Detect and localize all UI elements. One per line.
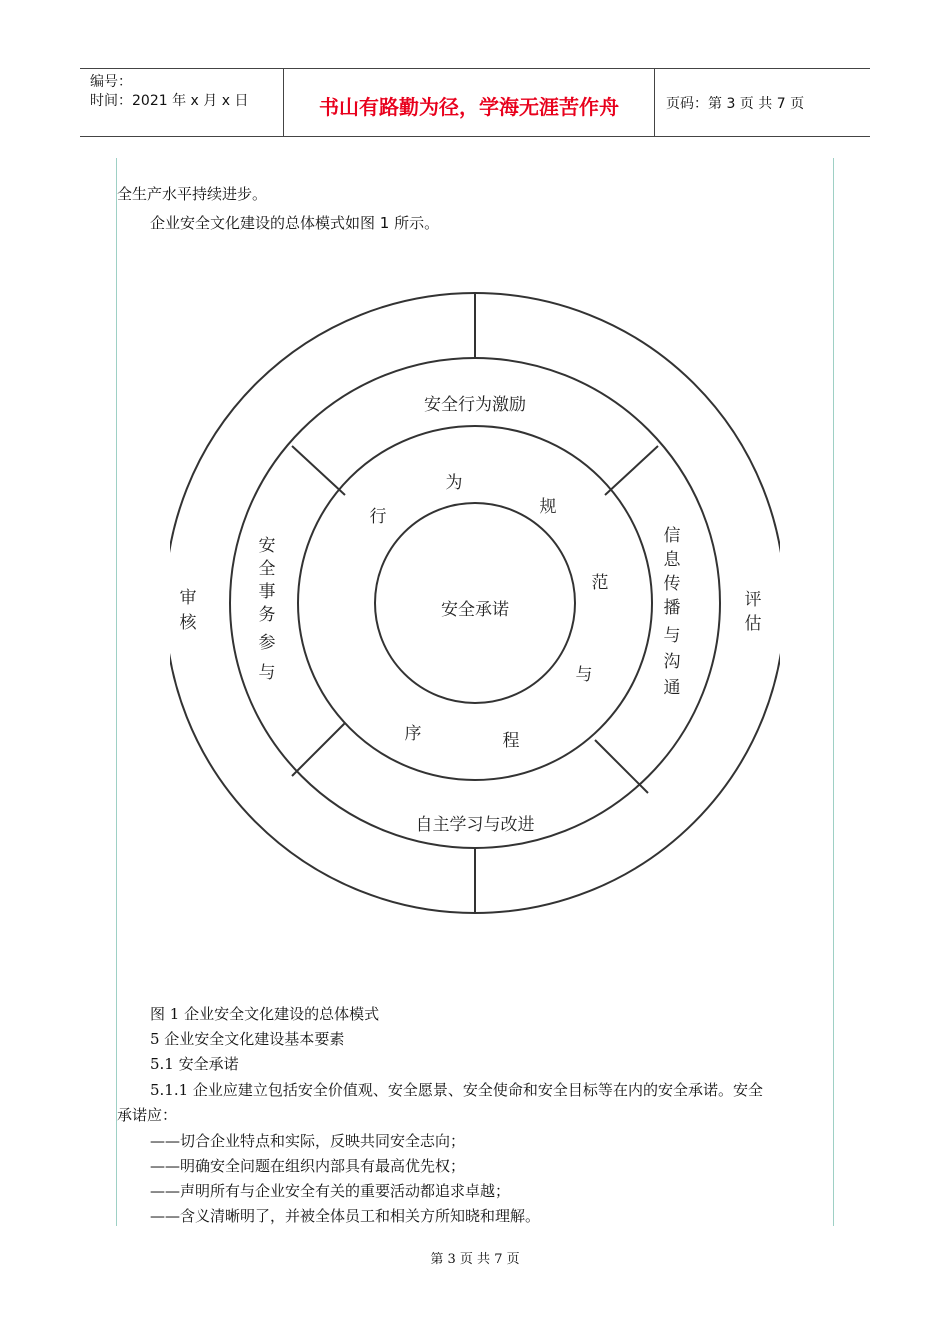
ring-char: 序 [404,724,422,744]
outer-left-char: 核 [179,613,197,633]
left-segment-char: 务 [258,605,276,625]
ring-divider [292,446,345,495]
page-footer: 第 3 页 共 7 页 [430,1252,520,1267]
right-segment-char: 与 [663,626,681,646]
outer-right-char: 估 [744,614,762,634]
right-segment-char: 播 [663,598,681,618]
ring-divider [292,723,345,776]
subsection-heading: 5.1 安全承诺 [150,1055,239,1073]
body-line: 企业安全文化建设的总体模式如图 1 所示。 [150,214,440,232]
document-time-label: 时间：2021 年 x 月 x 日 [90,93,249,109]
header-page-number: 页码：第 3 页 共 7 页 [666,96,805,112]
paragraph-line: 承诺应： [117,1106,178,1124]
top-segment-label: 安全行为激励 [424,395,526,415]
ring-char: 为 [445,473,463,493]
ring-divider [595,740,648,793]
ring-char: 范 [591,573,609,593]
list-item: ——声明所有与企业安全有关的重要活动都追求卓越； [150,1182,511,1200]
figure-caption: 图 1 企业安全文化建设的总体模式 [150,1005,380,1023]
ring-divider [605,446,658,495]
outer-right-char: 评 [744,590,762,610]
center-label: 安全承诺 [441,600,509,620]
body-line: 全生产水平持续进步。 [117,185,268,203]
left-segment-char: 全 [258,559,276,579]
document-number-label: 编号： [90,74,132,90]
left-segment-char: 事 [258,582,276,602]
right-segment-char: 信 [663,526,681,546]
header-divider [654,69,655,136]
ring-char: 规 [539,497,557,517]
section-heading: 5 企业安全文化建设基本要素 [150,1030,345,1048]
document-header [80,68,870,137]
outer-left-char: 审 [179,588,197,608]
header-motto: 书山有路勤为径，学海无涯苦作舟 [319,95,619,119]
safety-culture-model-diagram [170,268,780,938]
left-segment-char: 安 [258,536,276,556]
right-segment-char: 通 [663,678,681,698]
right-segment-char: 传 [663,574,681,594]
ring-char: 与 [575,665,593,685]
ring-char: 行 [369,507,387,527]
list-item: ——含义清晰明了，并被全体员工和相关方所知晓和理解。 [150,1207,541,1225]
list-item: ——切合企业特点和实际，反映共同安全志向； [150,1132,466,1150]
right-segment-char: 沟 [663,652,681,672]
content-frame-left [116,158,117,1226]
paragraph-line: 5.1.1 企业应建立包括安全价值观、安全愿景、安全使命和安全目标等在内的安全承诺。安全 [150,1081,763,1099]
right-segment-char: 息 [663,550,681,570]
header-meta [90,73,248,111]
content-frame-right [833,158,834,1226]
bottom-segment-label: 自主学习与改进 [415,815,535,835]
left-segment-char: 参 [258,633,276,653]
list-item: ——明确安全问题在组织内部具有最高优先权； [150,1157,466,1175]
ring-char: 程 [502,731,520,751]
left-segment-char: 与 [258,663,276,683]
